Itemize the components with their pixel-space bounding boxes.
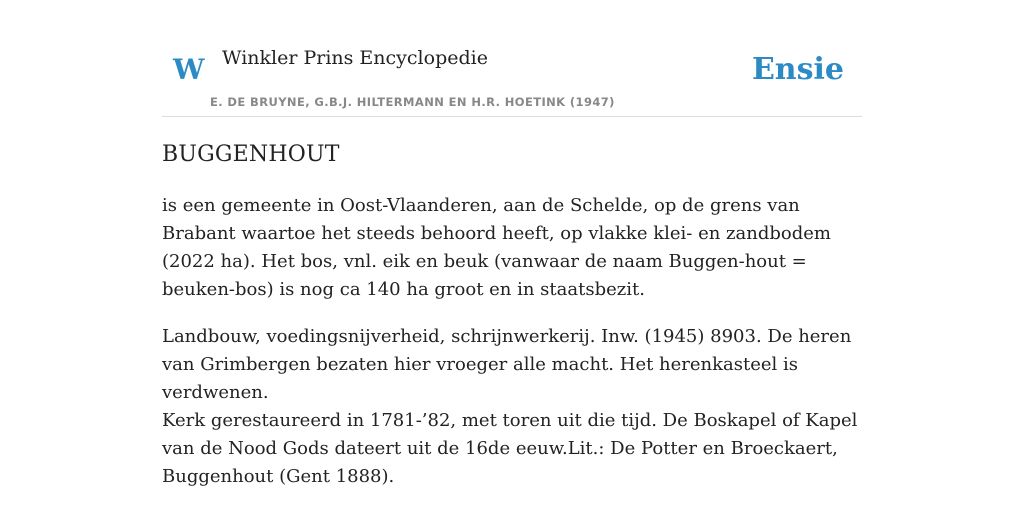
entry-title: BUGGENHOUT xyxy=(162,142,340,167)
book-title[interactable]: Winkler Prins Encyclopedie xyxy=(222,47,488,69)
ensie-logo-link[interactable]: Ensie xyxy=(751,52,844,87)
logo-w-icon[interactable]: W xyxy=(173,53,205,86)
paragraph-1: is een gemeente in Oost-Vlaanderen, aan de Schelde, op de grens van Brabant waartoe het steeds behoord heeft, op vlakke klei- en zandbodem (2022 ha). Het bos, vnl. eik en beuk (vanwaar de naam Buggen-hout = beuken-bos) is nog ca 140 ha groot en in staatsbezit. xyxy=(162,195,831,300)
header xyxy=(162,0,862,117)
paragraph-3: Kerk gerestaureerd in 1781-’82, met toren uit die tijd. De Boskapel of Kapel van de Nood Gods dateert uit de 16de eeuw.Lit.: De Potter en Broeckaert, Buggenhout (Gent 1888). xyxy=(162,410,858,487)
authors-line: E. DE BRUYNE, G.B.J. HILTERMANN EN H.R. HOETINK (1947) xyxy=(210,95,615,109)
paragraph-2: Landbouw, voedingsnijverheid, schrijnwerkerij. Inw. (1945) 8903. De heren van Grimbergen bezaten hier vroeger alle macht. Het herenkasteel is verdwenen. xyxy=(162,326,852,403)
page xyxy=(162,0,862,487)
